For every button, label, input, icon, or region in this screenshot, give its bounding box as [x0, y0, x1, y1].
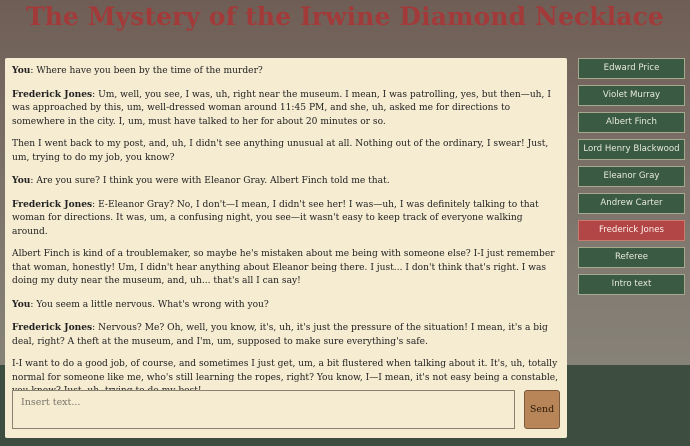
message — [12, 88, 560, 130]
character-button-andrew-carter[interactable]: Andrew Carter — [578, 193, 685, 214]
message-text: : Are you sure? I think you were with Eleanor Gray. Albert Finch told me that. — [30, 176, 390, 186]
character-button-frederick-jones[interactable]: Frederick Jones — [578, 220, 685, 241]
character-button-violet-murray[interactable]: Violet Murray — [578, 85, 685, 106]
message-text: Albert Finch is kind of a troublemaker, so maybe he's mistaken about me being with someone else? I-I just remember that woman, honestly! Um, I didn't hear anything about Eleanor being there. I just... I don't think that's right. I was doing my duty near the museum, and, uh... that's all I can say! — [12, 249, 555, 286]
message — [12, 248, 560, 289]
message-text: : Where have you been by the time of the murder? — [30, 66, 263, 76]
message — [12, 138, 560, 165]
message-speaker: You — [12, 298, 31, 310]
message — [12, 298, 560, 313]
message — [12, 198, 560, 240]
message — [12, 64, 560, 79]
message-text: Then I went back to my post, and, uh, I didn't see anything unusual at all. Nothing out of the ordinary, I swear! Just, um, trying to do my job, you know? — [12, 139, 549, 163]
send-button[interactable]: Send — [524, 390, 560, 429]
message-speaker: You — [12, 175, 31, 186]
character-button-eleanor-gray[interactable]: Eleanor Gray — [578, 166, 685, 187]
chat-panel — [5, 58, 567, 438]
chat-transcript[interactable] — [12, 64, 560, 386]
message-speaker: You — [12, 65, 31, 76]
message-speaker: Frederick Jones — [12, 322, 93, 333]
page-title: The Mystery of the Irwine Diamond Necklace — [26, 2, 664, 31]
character-button-albert-finch[interactable]: Albert Finch — [578, 112, 685, 133]
referee-button[interactable]: Referee — [578, 247, 685, 268]
character-button-edward-price[interactable]: Edward Price — [578, 58, 685, 79]
message — [12, 174, 560, 189]
message-text: : Nervous? Me? Oh, well, you know, it's, uh, it's just the pressure of the situation! I mean, it's a big deal, right? A theft at the museum, and I'm, um, supposed to make sure everything's safe. — [12, 323, 548, 347]
message-input[interactable] — [12, 390, 515, 429]
message-speaker: Frederick Jones — [12, 88, 93, 100]
message — [12, 321, 560, 349]
character-button-lord-henry-blackwood[interactable]: Lord Henry Blackwood — [578, 139, 685, 160]
message-text: : You seem a little nervous. What's wrong with you? — [30, 299, 269, 310]
message-speaker: Frederick Jones — [12, 198, 93, 210]
character-sidebar — [578, 58, 685, 301]
message-text: : Um, well, you see, I was, uh, right near the museum. I mean, I was patrolling, yes, but then—uh, I was approached by this, um, well-dressed woman around 11:45 PM, and she, uh, asked me for directions to somewhere in the city. I, um, must have talked to her for about 20 minutes or so. — [12, 89, 551, 127]
intro-text-button[interactable]: Intro text — [578, 274, 685, 295]
message-text: : E-Eleanor Gray? No, I don't—I mean, I didn't see her! I was—uh, I was definitely talking to that woman for directions. It was, um, a confusing night, you see—it wasn't easy to keep track of everyone walking around. — [12, 199, 539, 237]
message-text: I-I want to do a good job, of course, and sometimes I just get, um, a bit flustered when talking about it. It's, uh, totally normal for someone like me, who's still learning the ropes, right? You know, I—I mean, it's not easy being a constable, — [12, 359, 559, 383]
